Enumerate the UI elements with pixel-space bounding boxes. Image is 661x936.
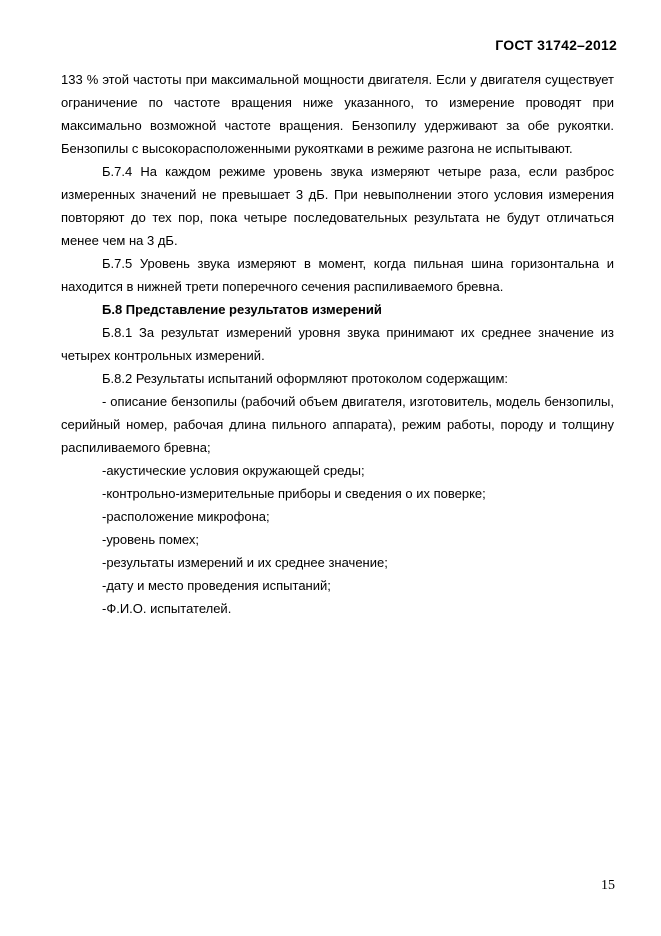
- page-number: 15: [601, 878, 615, 893]
- list-item: -контрольно-измерительные приборы и сведения о их поверке;: [102, 486, 486, 501]
- document-body: [61, 68, 614, 620]
- paragraph-b-8-1: Б.8.1 За результат измерений уровня звука принимают их среднее значение из четырех контрольных измерений.: [61, 325, 614, 363]
- list-item: -расположение микрофона;: [102, 509, 270, 524]
- paragraph-b-7-4: Б.7.4 На каждом режиме уровень звука измеряют четыре раза, если разброс измеренных значений не превышает 3 дБ. При невыполнении этого условия измерения повторяют до тех пор, пока четыре последовательных результата не будут отличаться менее чем на 3 дБ.: [61, 164, 614, 248]
- paragraph-description-item: - описание бензопилы (рабочий объем двигателя, изготовитель, модель бензопилы, серийный номер, рабочая длина пильного аппарата), режим работы, породу и толщину распиливаемого бревна;: [61, 394, 614, 455]
- paragraph-b-7-5: Б.7.5 Уровень звука измеряют в момент, когда пильная шина горизонтальна и находится в нижней трети поперечного сечения распиливаемого бревна.: [61, 256, 614, 294]
- list-item: -Ф.И.О. испытателей.: [102, 601, 232, 616]
- list-item: -дату и место проведения испытаний;: [102, 578, 331, 593]
- list-item: -результаты измерений и их среднее значение;: [102, 555, 388, 570]
- section-heading-b-8: Б.8 Представление результатов измерений: [102, 302, 382, 317]
- list-item: -акустические условия окружающей среды;: [102, 463, 365, 478]
- list-item: -уровень помех;: [102, 532, 199, 547]
- paragraph-continuation: 133 % этой частоты при максимальной мощности двигателя. Если у двигателя существует ограничение по частоте вращения ниже указанного, то измерение проводят при максимально возможной частоте вращения. Бензопилу удерживают за обе рукоятки. Бензопилы с высокорасположенными рукоятками в режиме разгона не испытывают.: [61, 72, 614, 156]
- paragraph-b-8-2: Б.8.2 Результаты испытаний оформляют протоколом содержащим:: [102, 371, 508, 386]
- document-code: ГОСТ 31742–2012: [495, 37, 617, 53]
